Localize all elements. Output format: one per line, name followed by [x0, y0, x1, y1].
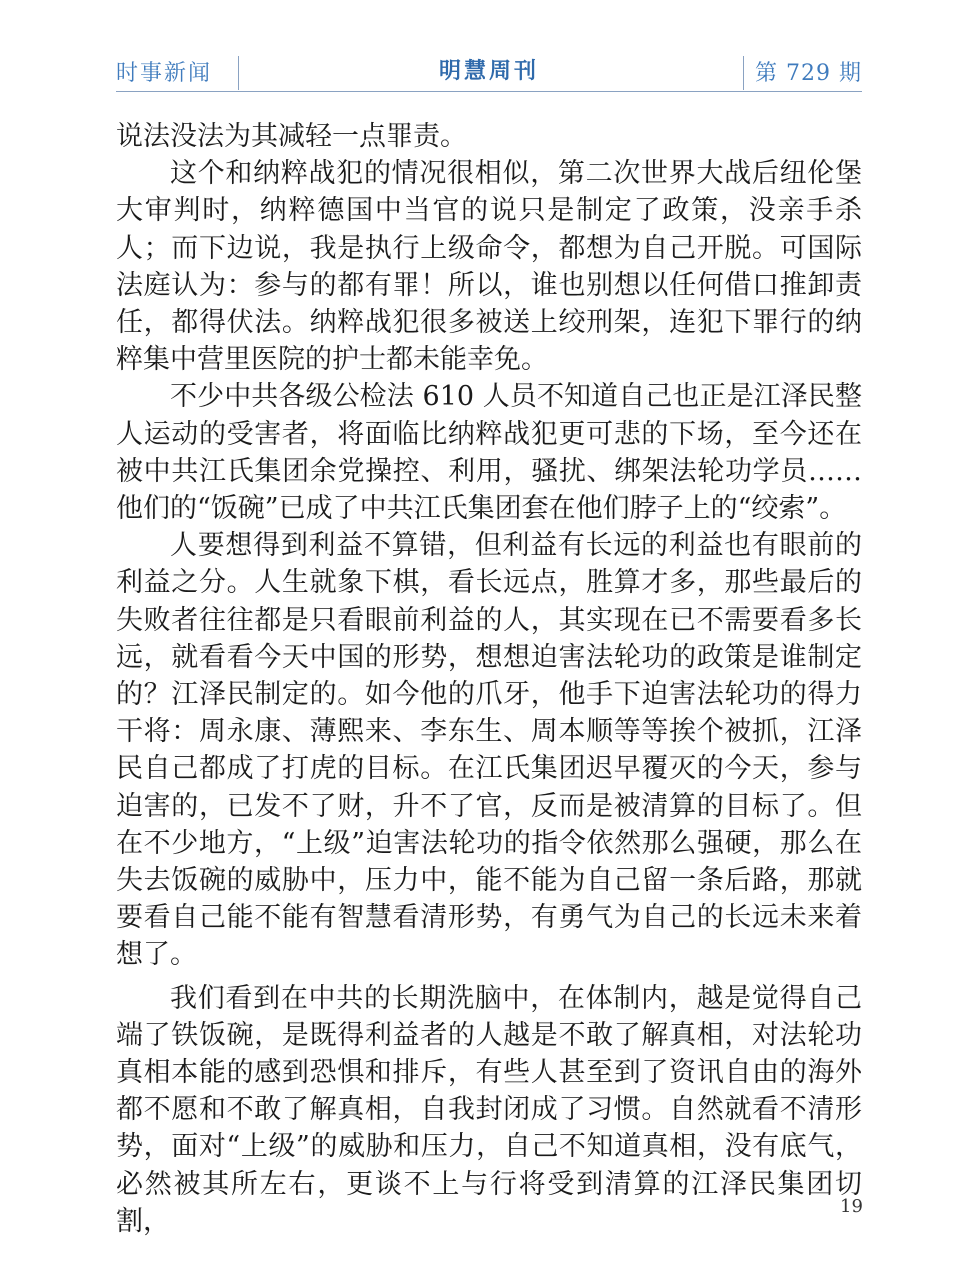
header-divider-right [743, 56, 744, 90]
paragraph: 这个和纳粹战犯的情况很相似，第二次世界大战后纽伦堡大审判时，纳粹德国中当官的说只是制定了政策，没亲手杀人；而下边说，我是执行上级命令，都想为自己开脱。可国际法庭认为：参与的都有罪！所以，谁也别想以任何借口推卸责任，都得伏法。纳粹战犯很多被送上绞刑架，连犯下罪行的纳粹集中营里医院的护士都未能幸免。 [116, 158, 862, 376]
paragraph: 我们看到在中共的长期洗脑中，在体制内，越是觉得自己端了铁饭碗，是既得利益者的人越是不敢了解真相，对法轮功真相本能的感到恐惧和排斥，有些人甚至到了资讯自由的海外都不愿和不敢了解真相，自我封闭成了习惯。自然就看不清形势，面对“上级”的威胁和压力，自己不知道真相，没有底气，必然被其所左右，更谈不上与行将受到清算的江泽民集团切割， [116, 982, 862, 1237]
paragraph: 人要想得到利益不算错，但利益有长远的利益也有眼前的利益之分。人生就象下棋，看长远点，胜算才多，那些最后的失败者往往都是只看眼前利益的人，其实现在已不需要看多长远，就看看今天中国的形势，想想迫害法轮功的政策是谁制定的？江泽民制定的。如今他的爪牙，他手下迫害法轮功的得力干将：周永康、薄熙来、李东生、周本顺等等挨个被抓，江泽民自己都成了打虎的目标。在江氏集团迟早覆灭的今天，参与迫害的，已发不了财，升不了官，反而是被清算的目标了。但在不少地方，“上级”迫害法轮功的指令依然那么强硬，那么在失去饭碗的威胁中，压力中，能不能为自己留一条后路，那就要看自己能不能有智慧看清形势，有勇气为自己的长远未来着想了。 [116, 530, 862, 971]
paragraph-continuation: 说法没法为其减轻一点罪责。 [116, 121, 467, 152]
publication-title: 明慧周刊 [438, 59, 539, 84]
article-body [116, 118, 862, 1240]
header-rule [116, 91, 862, 92]
page-number: 19 [840, 1196, 863, 1217]
page-header [116, 48, 862, 92]
issue-number: 第 729 期 [755, 61, 862, 86]
section-label: 时事新闻 [116, 61, 213, 86]
paragraph: 不少中共各级公检法 610 人员不知道自己也正是江泽民整人运动的受害者，将面临比纳粹战犯更可悲的下场，至今还在被中共江氏集团余党操控、利用，骚扰、绑架法轮功学员……他们的“饭碗”已成了中共江氏集团套在他们脖子上的“绞索”。 [116, 381, 862, 525]
